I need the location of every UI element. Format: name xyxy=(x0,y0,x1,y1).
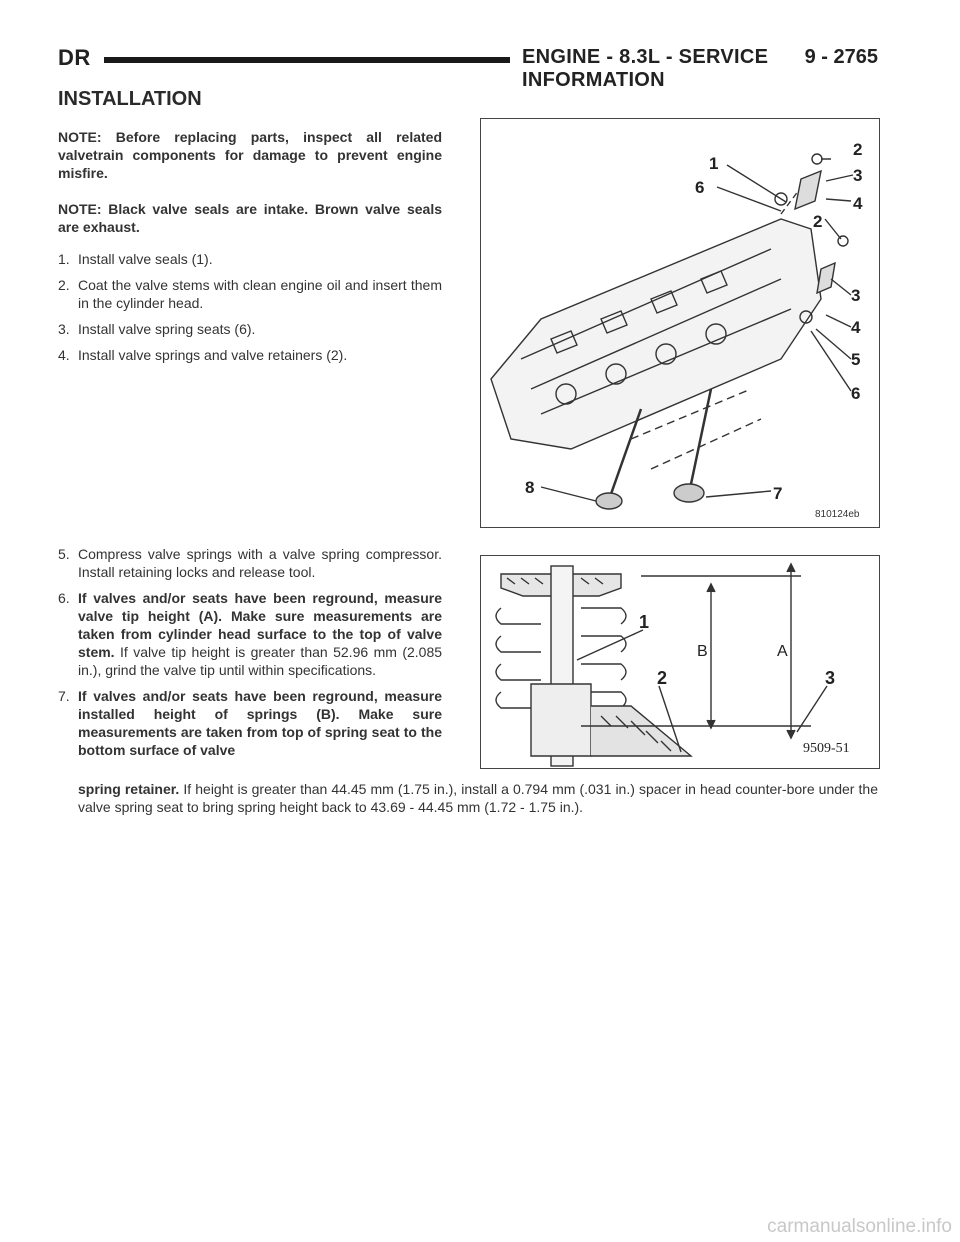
callout-3b: 3 xyxy=(851,286,861,305)
step-6 xyxy=(58,589,442,679)
step-7-continuation xyxy=(78,780,878,816)
step-text: Coat the valve stems with clean engine oil and insert them in the cylinder head. xyxy=(78,277,442,311)
callout-1: 1 xyxy=(639,612,650,632)
step-number: 2. xyxy=(58,277,70,293)
step-7 xyxy=(58,687,442,758)
page-header xyxy=(58,45,878,91)
dim-label-a: A xyxy=(777,643,788,660)
note-parts: NOTE: Before replacing parts, inspect all related valvetrain components for damage to prevent engine misfire. xyxy=(58,129,442,181)
header-page-number: 9 - 2765 xyxy=(804,46,878,68)
step-number: 3. xyxy=(58,321,70,337)
step-text: Install valve seals (1). xyxy=(78,251,213,267)
figure-id: 9509-51 xyxy=(803,741,850,756)
step-4 xyxy=(58,346,442,364)
note-seals: NOTE: Black valve seals are intake. Brown valve seals are exhaust. xyxy=(58,201,442,235)
step-number: 1. xyxy=(58,251,70,267)
step-number: 4. xyxy=(58,347,70,363)
figure-valve-spring-height xyxy=(480,555,880,769)
step-number: 7. xyxy=(58,688,70,704)
callout-6: 6 xyxy=(695,178,705,197)
step-number: 6. xyxy=(58,590,70,606)
callout-2: 2 xyxy=(657,668,668,688)
step-text: If height is greater than 44.45 mm (1.75 in.), install a 0.794 mm (.031 in.) spacer in head counter-bore under the valve spring seat to bring spring height back to 43.69 - 44.45 mm (1.72 - 1.75 in.). xyxy=(78,781,879,815)
step-text: If valve tip height is greater than 52.96 mm (2.085 in.), grind the valve tip until within specifications. xyxy=(78,644,443,678)
step-number: 5. xyxy=(58,546,70,562)
header-rule xyxy=(104,57,510,63)
figure-cylinder-head xyxy=(480,118,880,528)
callout-3: 3 xyxy=(825,668,836,688)
step-2 xyxy=(58,276,442,312)
callout-3: 3 xyxy=(853,166,863,185)
header-left-code: DR xyxy=(58,45,91,70)
callout-2: 2 xyxy=(853,140,863,159)
dim-label-b: B xyxy=(697,643,708,660)
text-column-lower xyxy=(58,545,443,758)
step-emphasis: If valves and/or seats have been reground, measure valve tip height (A). Make sure measurements are taken from cylinder head surface to the top of valve stem. xyxy=(78,590,442,660)
valve-spring-illustration xyxy=(481,556,879,768)
step-text: Install valve spring seats (6). xyxy=(78,321,256,337)
callout-7: 7 xyxy=(773,484,783,503)
figure-id: 810124eb xyxy=(815,509,860,520)
callout-2b: 2 xyxy=(813,212,823,231)
header-title: ENGINE - 8.3L - SERVICE INFORMATION xyxy=(522,46,769,91)
step-text: Compress valve springs with a valve spring compressor. Install retaining locks and release tool. xyxy=(78,546,442,580)
step-emphasis-tail: spring retainer. xyxy=(78,781,180,797)
callout-6b: 6 xyxy=(851,384,861,403)
callout-8: 8 xyxy=(525,478,535,497)
step-5 xyxy=(58,545,442,581)
step-text: Install valve springs and valve retainers (2). xyxy=(78,347,348,363)
section-title: INSTALLATION xyxy=(58,88,202,110)
callout-4b: 4 xyxy=(851,318,861,337)
step-1 xyxy=(58,250,442,268)
callout-5: 5 xyxy=(851,350,861,369)
step-emphasis: If valves and/or seats have been reground, measure installed height of springs (B). Make sure measurements are taken from top of spring seat to the bottom surface of valve xyxy=(78,688,442,758)
callout-1: 1 xyxy=(709,154,719,173)
cylinder-head-illustration xyxy=(481,119,879,527)
footer-watermark: carmanualsonline.info xyxy=(767,1216,952,1237)
callout-4: 4 xyxy=(853,194,863,213)
text-column-upper xyxy=(58,128,442,364)
step-3 xyxy=(58,320,442,338)
